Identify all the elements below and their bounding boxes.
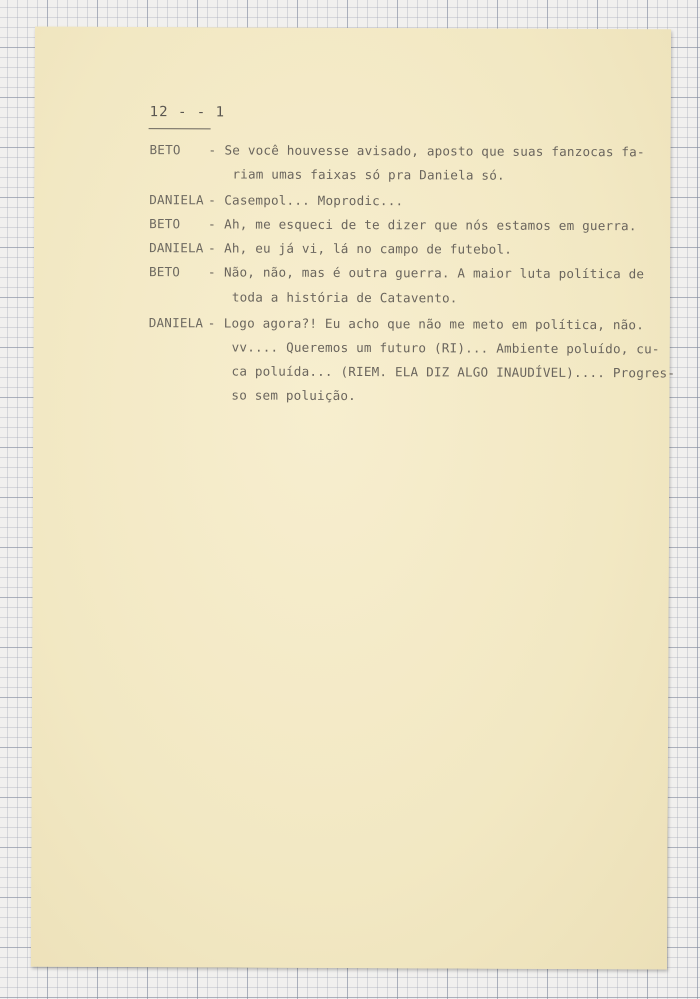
dialogue-dash: - xyxy=(207,315,216,331)
dialogue-continuation: so sem poluição. xyxy=(231,387,356,404)
script-line xyxy=(149,214,637,236)
dialogue-text: Não, não, mas é outra guerra. A maior luta política de xyxy=(223,264,645,282)
script-line xyxy=(149,313,644,335)
dialogue-text: Ah, me esqueci de te dizer que nós estamos em guerra. xyxy=(224,216,637,234)
dialogue-continuation: toda a história de Catavento. xyxy=(231,289,458,306)
script-line xyxy=(149,140,644,162)
dialogue-continuation: vv.... Queremos um futuro (RI)... Ambiente poluído, cu- xyxy=(231,339,660,357)
script-line xyxy=(149,238,512,260)
dialogue-text: Casempol... Moprodic... xyxy=(224,192,404,209)
dialogue-dash: - xyxy=(208,216,217,232)
speaker-name: BETO xyxy=(149,216,181,232)
script-line xyxy=(149,262,644,284)
speaker-name: DANIELA xyxy=(149,240,204,256)
typewritten-page xyxy=(31,27,676,970)
speaker-name: BETO xyxy=(149,142,181,158)
script-line xyxy=(149,190,403,211)
dialogue-dash: - xyxy=(208,240,216,256)
dialogue-continuation: riam umas faixas só pra Daniela só. xyxy=(232,166,505,183)
page-number-underline xyxy=(149,128,211,129)
speaker-name: BETO xyxy=(148,264,181,280)
dialogue-text: Logo agora?! Eu acho que não me meto em política, não. xyxy=(223,315,645,333)
dialogue-dash: - xyxy=(208,142,217,158)
dialogue-dash: - xyxy=(208,192,217,208)
dialogue-text: Ah, eu já vi, lá no campo de futebol. xyxy=(224,240,513,257)
speaker-name: DANIELA xyxy=(149,192,204,208)
dialogue-dash: - xyxy=(207,264,216,280)
dialogue-continuation: ca poluída... (RIEM. ELA DIZ ALGO INAUDÍVEL).... Progres- xyxy=(231,363,676,381)
page-number: 12 - - 1 xyxy=(149,104,226,121)
dialogue-text: Se você houvesse avisado, aposto que suas fanzocas fa- xyxy=(224,142,645,160)
speaker-name: DANIELA xyxy=(148,315,204,331)
